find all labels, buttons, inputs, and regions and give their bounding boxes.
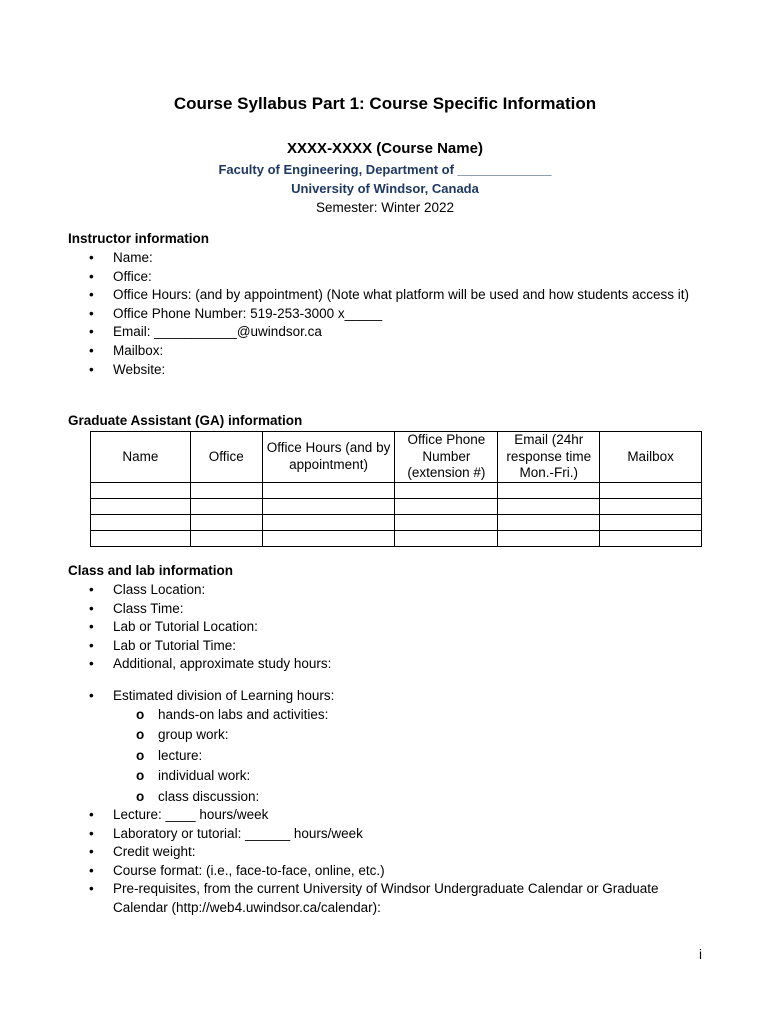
instructor-mailbox-item: • Mailbox: — [68, 342, 708, 361]
instructor-name-item: • Name: — [68, 249, 708, 268]
class-time-item: • Class Time: — [68, 600, 708, 619]
instructor-office-hours-item: • Office Hours: (and by appointment) (Note what platform will be used and how students access it) — [68, 286, 708, 305]
lecture-hours-item: • Lecture: ____ hours/week — [68, 806, 708, 825]
table-cell — [190, 514, 262, 530]
lab-time-item: • Lab or Tutorial Time: — [68, 637, 708, 656]
lab-location-item: • Lab or Tutorial Location: — [68, 618, 708, 637]
learning-hours-list — [68, 687, 708, 706]
ga-col-mailbox: Mailbox — [600, 432, 702, 483]
sub-item-lecture: o lecture: — [136, 746, 328, 766]
table-cell — [262, 514, 395, 530]
ga-table — [90, 431, 702, 547]
credit-weight-item: • Credit weight: — [68, 843, 708, 862]
learning-hours-sublist — [136, 705, 328, 807]
sub-item-labs: o hands-on labs and activities: — [136, 705, 328, 725]
table-cell — [91, 514, 191, 530]
instructor-phone-item: • Office Phone Number: 519-253-3000 x_____ — [68, 305, 708, 324]
table-cell — [91, 482, 191, 498]
course-format-item: • Course format: (i.e., face-to-face, online, etc.) — [68, 862, 708, 881]
table-cell — [190, 530, 262, 546]
sub-item-class-discussion: o class discussion: — [136, 787, 328, 807]
table-row — [91, 530, 702, 546]
table-cell — [600, 498, 702, 514]
instructor-office-item: • Office: — [68, 268, 708, 287]
sub-item-individual-work: o individual work: — [136, 766, 328, 786]
table-cell — [600, 514, 702, 530]
table-cell — [190, 482, 262, 498]
table-cell — [262, 482, 395, 498]
sub-item-group-work: o group work: — [136, 725, 328, 745]
semester-line: Semester: Winter 2022 — [315, 200, 455, 215]
table-cell — [498, 498, 600, 514]
ga-col-name: Name — [91, 432, 191, 483]
table-cell — [395, 498, 498, 514]
page-number: i — [699, 947, 702, 962]
instructor-list — [68, 249, 708, 379]
ga-col-office-hours: Office Hours (and by appointment) — [262, 432, 395, 483]
instructor-website-item: • Website: — [68, 361, 708, 380]
table-cell — [91, 530, 191, 546]
table-row — [91, 482, 702, 498]
table-row — [91, 514, 702, 530]
table-row — [91, 498, 702, 514]
table-cell — [600, 482, 702, 498]
table-cell — [498, 514, 600, 530]
learning-hours-item: • Estimated division of Learning hours: — [68, 687, 708, 706]
table-cell — [498, 482, 600, 498]
course-name: XXXX-XXXX (Course Name) — [287, 140, 483, 157]
study-hours-item: • Additional, approximate study hours: — [68, 655, 708, 674]
class-lab-heading: Class and lab information — [68, 563, 234, 578]
table-cell — [395, 530, 498, 546]
table-cell — [395, 482, 498, 498]
table-cell — [600, 530, 702, 546]
table-cell — [91, 498, 191, 514]
class-lab-list — [68, 581, 708, 674]
page-title: Course Syllabus Part 1: Course Specific Information — [173, 94, 597, 113]
table-cell — [190, 498, 262, 514]
table-cell — [262, 530, 395, 546]
lab-hours-item: • Laboratory or tutorial: ______ hours/week — [68, 825, 708, 844]
instructor-heading: Instructor information — [68, 231, 209, 246]
course-details-list — [68, 806, 708, 918]
ga-col-email: Email (24hr response time Mon.-Fri.) — [498, 432, 600, 483]
prerequisites-item: • Pre-requisites, from the current University of Windsor Undergraduate Calendar or Graduate Calendar (http://web4.uwindsor.ca/calendar): — [68, 880, 708, 917]
instructor-email-item: • Email: ___________@uwindsor.ca — [68, 323, 708, 342]
university-line: University of Windsor, Canada — [291, 181, 479, 196]
ga-col-office: Office — [190, 432, 262, 483]
table-cell — [262, 498, 395, 514]
class-location-item: • Class Location: — [68, 581, 708, 600]
ga-col-phone: Office Phone Number (extension #) — [395, 432, 498, 483]
ga-table-header-row — [91, 432, 702, 483]
table-cell — [498, 530, 600, 546]
table-cell — [395, 514, 498, 530]
ga-heading: Graduate Assistant (GA) information — [68, 413, 303, 428]
faculty-line: Faculty of Engineering, Department of _____________ — [218, 162, 552, 177]
